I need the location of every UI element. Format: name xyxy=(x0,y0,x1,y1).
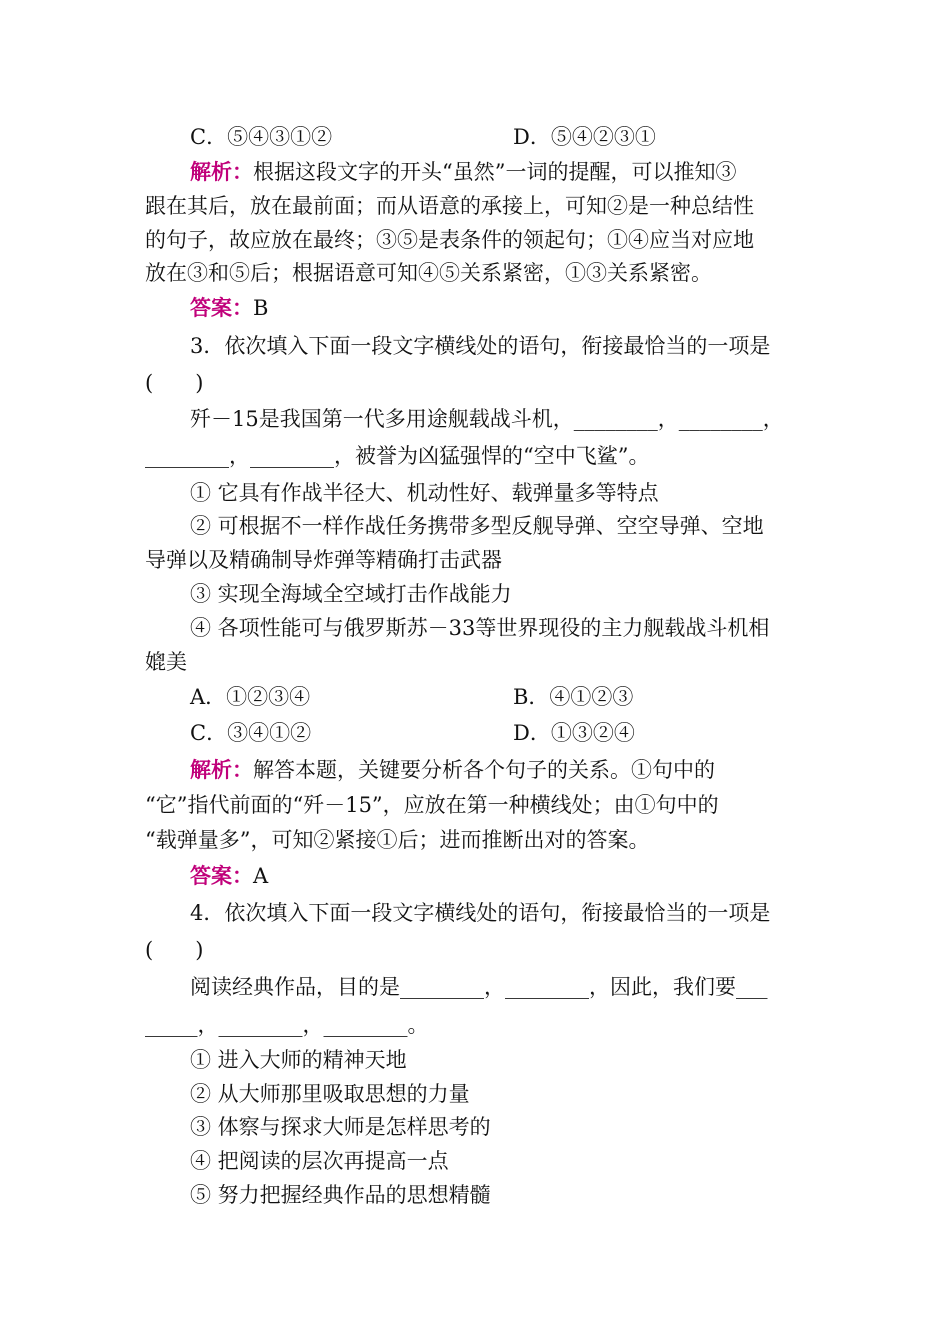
q3-item-4: ④ 各项性能可与俄罗斯苏－33等世界现役的主力舰载战斗机相 xyxy=(190,616,770,640)
q2-option-c: C．⑤④③①② xyxy=(190,125,333,149)
q4-item-5: ⑤ 努力把握经典作品的思想精髓 xyxy=(190,1183,491,1207)
q3-item-4-cont: 媲美 xyxy=(145,650,187,674)
q3-answer-label: 答案： xyxy=(190,863,253,888)
q2-analysis-line-2: 跟在其后，放在最前面；而从语意的承接上，可知②是一种总结性 xyxy=(145,194,754,218)
q2-analysis-label: 解析： xyxy=(190,159,253,184)
q3-item-3: ③ 实现全海域全空域打击作战能力 xyxy=(190,582,512,606)
q2-analysis-text: 根据这段文字的开头“虽然”一词的提醒，可以推知③ xyxy=(253,160,737,184)
q3-analysis-line-1 xyxy=(190,753,715,787)
q3-option-b: B．④①②③ xyxy=(513,685,634,709)
q3-passage-line-2: ________，________，被誉为凶猛强悍的“空中飞鲨”。 xyxy=(145,444,650,468)
q3-item-1: ① 它具有作战半径大、机动性好、载弹量多等特点 xyxy=(190,481,659,505)
q3-answer xyxy=(190,859,268,893)
q2-option-d: D．⑤④②③① xyxy=(513,125,656,149)
q4-item-4: ④ 把阅读的层次再提高一点 xyxy=(190,1149,449,1173)
q2-answer-label: 答案： xyxy=(190,295,253,320)
q4-stem: 4．依次填入下面一段文字横线处的语句，衔接最恰当的一项是 xyxy=(190,901,771,925)
q3-passage-line-1: 歼－15是我国第一代多用途舰载战斗机，________，________， xyxy=(190,407,784,431)
q3-analysis-label: 解析： xyxy=(190,757,253,782)
q4-passage-line-2: _____，________，________。 xyxy=(145,1013,429,1037)
q4-item-1: ① 进入大师的精神天地 xyxy=(190,1048,407,1072)
q4-passage-line-1: 阅读经典作品，目的是________，________，因此，我们要___ xyxy=(190,975,768,999)
q3-item-2-cont: 导弹以及精确制导炸弹等精确打击武器 xyxy=(145,548,502,572)
q3-stem-bracket: ( ) xyxy=(145,371,204,395)
q3-stem: 3．依次填入下面一段文字横线处的语句，衔接最恰当的一项是 xyxy=(190,334,771,358)
q2-analysis-line-1 xyxy=(190,155,736,189)
q2-analysis-line-3: 的句子，故应放在最终；③⑤是表条件的领起句；①④应当对应地 xyxy=(145,228,754,252)
q3-analysis-line-3: “载弹量多”，可知②紧接①后；进而推断出对的答案。 xyxy=(145,828,650,852)
q3-option-d: D．①③②④ xyxy=(513,721,635,745)
q4-item-2: ② 从大师那里吸取思想的力量 xyxy=(190,1082,470,1106)
q2-answer-value: B xyxy=(253,296,269,320)
q3-analysis-line-2: “它”指代前面的“歼－15”，应放在第一种横线处；由①句中的 xyxy=(145,793,719,817)
q3-option-a: A．①②③④ xyxy=(190,685,311,709)
q3-item-2: ② 可根据不一样作战任务携带多型反舰导弹、空空导弹、空地 xyxy=(190,514,764,538)
q2-answer xyxy=(190,291,268,325)
q4-item-3: ③ 体察与探求大师是怎样思考的 xyxy=(190,1115,491,1139)
q3-option-c: C．③④①② xyxy=(190,721,312,745)
q3-answer-value: A xyxy=(253,864,269,888)
q3-analysis-text: 解答本题，关键要分析各个句子的关系。①句中的 xyxy=(253,758,715,782)
q2-analysis-line-4: 放在③和⑤后；根据语意可知④⑤关系紧密，①③关系紧密。 xyxy=(145,261,712,285)
q4-stem-bracket: ( ) xyxy=(145,938,204,962)
